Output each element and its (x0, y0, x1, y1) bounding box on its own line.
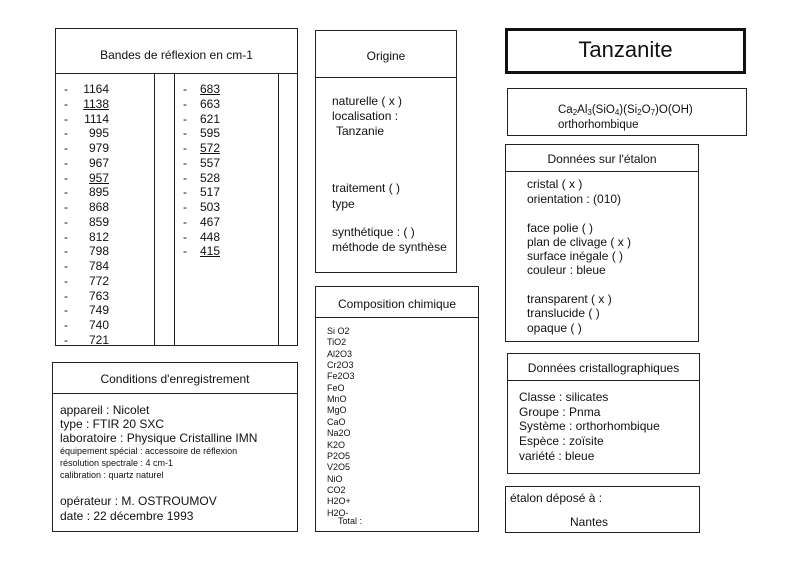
etalon-face-polie: face polie ( ) (527, 221, 594, 235)
band-value: 740 (88, 318, 109, 332)
etalon-translucide: translucide ( ) (527, 306, 600, 320)
band-value: 683 (199, 82, 220, 96)
mineral-formula-box (507, 88, 747, 136)
etalon-surface: surface inégale ( ) (527, 249, 624, 263)
composition-item: H2O- (327, 507, 349, 518)
origine-header (316, 31, 456, 78)
band-dash: - (64, 82, 68, 96)
band-value: 467 (199, 214, 220, 229)
etalon-title: Données sur l'étalon (547, 152, 657, 166)
composition-item: Na2O (327, 428, 351, 439)
band-value: 798 (88, 244, 109, 259)
band-value: 859 (88, 214, 109, 229)
band-dash: - (64, 318, 68, 332)
cristallo-groupe: Groupe : Pnma (519, 405, 601, 419)
etalon-header (506, 145, 698, 172)
origine-title: Origine (366, 49, 406, 63)
band-value: 812 (88, 229, 109, 244)
etalon-plan-clivage: plan de clivage ( x ) (527, 235, 632, 249)
band-dash: - (183, 126, 187, 141)
band-dash: - (64, 200, 68, 214)
band-dash: - (183, 82, 187, 96)
composition-header (316, 287, 478, 318)
etalon-panel (505, 144, 699, 342)
band-dash: - (183, 244, 187, 259)
band-value: 749 (88, 303, 109, 318)
band-value: 621 (199, 111, 220, 126)
band-value: 503 (199, 200, 220, 214)
band-dash: - (64, 155, 68, 170)
band-dash: - (64, 141, 68, 155)
band-dash: - (64, 332, 68, 347)
mineral-formula: $Ca_2Al_3(SiO_4)(Si_2O_7)O(OH)$ (558, 104, 693, 117)
conditions-date: date : 22 décembre 1993 (60, 509, 194, 523)
cristallo-espece: Espèce : zoïsite (519, 434, 604, 448)
band-dash: - (64, 96, 68, 111)
band-value: 979 (88, 141, 109, 155)
band-value: 1164 (83, 82, 109, 96)
etalon-transparent: transparent ( x ) (527, 292, 612, 306)
composition-item: Fe2O3 (327, 371, 355, 382)
composition-item: Al2O3 (327, 348, 353, 359)
composition-item: CaO (327, 416, 346, 427)
cristallo-header (508, 354, 699, 381)
conditions-appareil: appareil : Nicolet (60, 403, 150, 417)
band-dash: - (183, 214, 187, 229)
mineral-name: Tanzanite (578, 37, 673, 62)
composition-item: P2O5 (327, 450, 351, 461)
band-value: 995 (88, 126, 109, 141)
mineral-system: orthorhombique (558, 119, 639, 131)
etalon-couleur: couleur : bleue (527, 263, 606, 277)
column-divider (174, 74, 175, 345)
band-value: 784 (88, 259, 109, 273)
band-dash: - (183, 155, 187, 170)
band-value: 763 (88, 288, 109, 303)
conditions-header (53, 363, 297, 394)
etalon-cristal: cristal ( x ) (527, 177, 583, 191)
band-dash: - (183, 96, 187, 111)
band-dash: - (183, 141, 187, 155)
conditions-resolution: résolution spectrale : 4 cm-1 (60, 458, 174, 468)
cristallo-title: Données cristallographiques (527, 361, 680, 375)
band-value: 1138 (83, 96, 109, 111)
conditions-panel (52, 362, 298, 532)
band-value: 528 (199, 170, 220, 185)
band-value: 517 (199, 185, 220, 200)
band-dash: - (183, 229, 187, 244)
band-value: 721 (88, 332, 109, 347)
depot-place: Nantes (570, 515, 609, 529)
band-dash: - (183, 200, 187, 214)
composition-panel (315, 286, 479, 532)
band-dash: - (64, 273, 68, 288)
band-dash: - (64, 303, 68, 318)
column-divider (154, 74, 155, 345)
conditions-operateur: opérateur : M. OSTROUMOV (60, 494, 217, 508)
origine-synthetique: synthétique : ( ) (332, 225, 415, 239)
band-dash: - (183, 111, 187, 126)
origine-traitement: traitement ( ) (332, 181, 401, 195)
origine-type: type (332, 197, 355, 211)
band-dash: - (64, 111, 68, 126)
band-value: 557 (199, 155, 220, 170)
band-value: 572 (199, 141, 220, 155)
composition-item: K2O (327, 439, 346, 450)
column-divider (278, 74, 279, 345)
origine-methode: méthode de synthèse (332, 240, 447, 254)
mineral-title-box (505, 28, 746, 74)
origine-localisation-value: Tanzanie (336, 124, 385, 138)
composition-total: Total : (338, 516, 363, 526)
reflection-bands-header (56, 29, 297, 74)
band-dash: - (64, 126, 68, 141)
cristallo-variete: variété : bleue (519, 449, 595, 463)
composition-item: TiO2 (327, 337, 347, 348)
conditions-title: Conditions d'enregistrement (100, 372, 250, 386)
composition-item: FeO (327, 382, 345, 393)
etalon-opaque: opaque ( ) (527, 321, 582, 335)
composition-item: H2O+ (327, 496, 351, 507)
depot-panel (505, 486, 700, 533)
band-value: 595 (199, 126, 220, 141)
band-value: 868 (88, 200, 109, 214)
composition-item: Si O2 (327, 326, 350, 336)
band-value: 415 (199, 244, 220, 259)
reflection-bands-title: Bandes de réflexion en cm-1 (100, 48, 253, 62)
band-dash: - (64, 185, 68, 200)
depot-label: étalon déposé à : (510, 491, 603, 505)
cristallo-classe: Classe : silicates (519, 390, 609, 404)
conditions-calibration: calibration : quartz naturel (60, 470, 164, 480)
cristallo-panel (507, 353, 700, 474)
band-dash: - (64, 214, 68, 229)
cristallo-systeme: Système : orthorhombique (519, 419, 660, 433)
band-value: 663 (199, 96, 220, 111)
band-value: 967 (88, 155, 109, 170)
composition-title: Composition chimique (337, 297, 457, 311)
composition-item: NiO (327, 473, 343, 484)
band-value: 772 (88, 273, 109, 288)
band-dash: - (183, 185, 187, 200)
composition-item: Cr2O3 (327, 360, 354, 371)
band-dash: - (64, 229, 68, 244)
band-value: 1114 (84, 111, 109, 126)
conditions-laboratoire: laboratoire : Physique Cristalline IMN (60, 431, 258, 445)
composition-item: CO2 (327, 484, 346, 495)
band-value: 448 (199, 229, 220, 244)
conditions-type: type : FTIR 20 SXC (60, 417, 165, 431)
band-dash: - (183, 170, 187, 185)
band-dash: - (64, 170, 68, 185)
origine-panel (315, 30, 457, 273)
band-dash: - (64, 259, 68, 273)
composition-item: MgO (327, 405, 347, 416)
composition-item: MnO (327, 394, 347, 405)
origine-naturelle: naturelle ( x ) (332, 94, 403, 108)
origine-localisation: localisation : (332, 109, 399, 123)
composition-item: V2O5 (327, 462, 351, 473)
band-dash: - (64, 288, 68, 303)
band-dash: - (64, 244, 68, 259)
band-value: 957 (88, 170, 109, 185)
etalon-orientation: orientation : (010) (527, 192, 622, 206)
conditions-equipement: équipement spécial : accessoire de réflexion (60, 446, 238, 456)
reflection-bands-panel (55, 28, 298, 346)
band-value: 895 (88, 185, 109, 200)
